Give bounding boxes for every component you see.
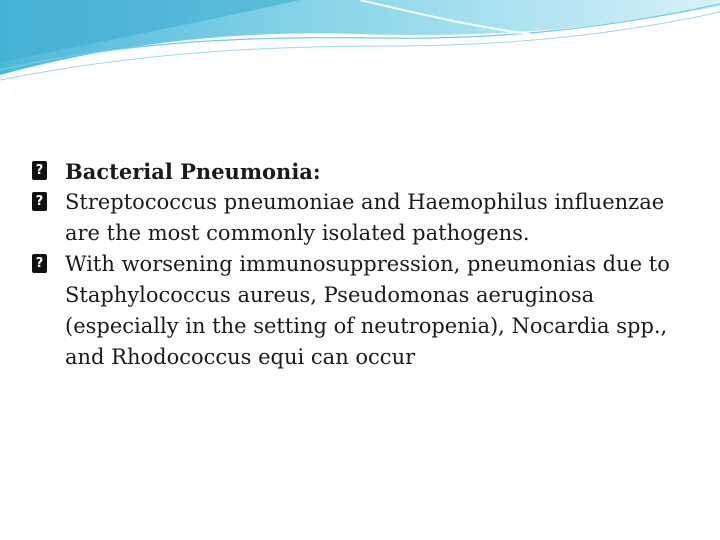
- header-wave-decoration: [0, 0, 720, 90]
- replacement-character-icon: ?: [32, 161, 47, 180]
- heading-bacterial-pneumonia: ? Bacterial Pneumonia:: [32, 156, 702, 187]
- bullet-streptococcus: ? Streptococcus pneumoniae and Haemophilus influenzae are the most commonly isolated pathogens.: [32, 187, 702, 249]
- slide-body: [32, 156, 702, 373]
- replacement-character-icon: ?: [32, 192, 47, 211]
- bullet-immunosuppression: ? With worsening immunosuppression, pneumonias due to Staphylococcus aureus, Pseudomonas aeruginosa (especially in the setting of neutropenia), Nocardia spp., and Rhodococcus equi can occur: [32, 249, 702, 373]
- replacement-character-icon: ?: [32, 254, 47, 273]
